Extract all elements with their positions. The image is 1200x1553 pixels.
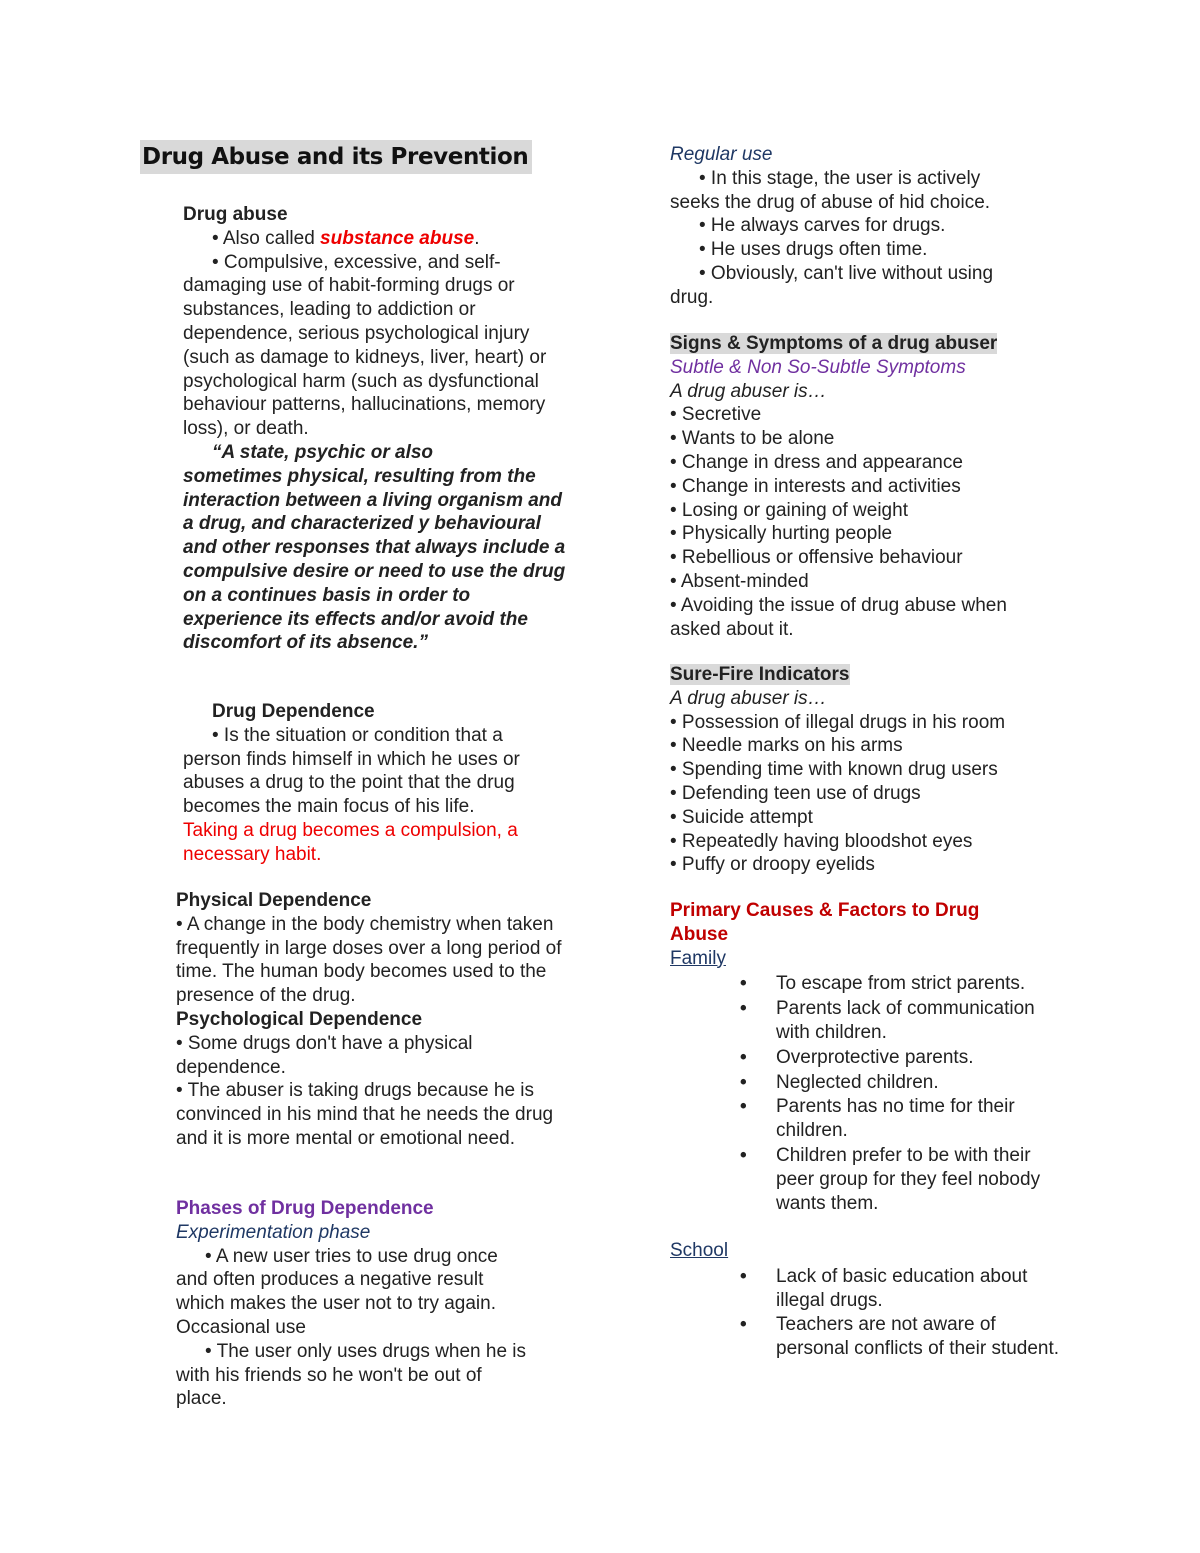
surefire-section [670, 663, 1070, 877]
drug-dependence-bullet-rest: person finds himself in which he uses or abuses a drug to the point that the drug becomes the main focus of his life. [183, 748, 520, 818]
drug-abuse-section [183, 203, 590, 655]
school-list [670, 1265, 1070, 1361]
physical-dependence-heading: Physical Dependence [176, 890, 372, 911]
occasional-bullet-first: • The user only uses drugs when he is [205, 1340, 527, 1362]
bullet-text: • Also called [212, 227, 321, 249]
regular-bullet-4-first: • Obviously, can't live without using [699, 262, 994, 284]
drug-abuse-bullet-2-first: • Compulsive, excessive, and self- [212, 251, 501, 273]
bullet-end: . [474, 227, 480, 249]
signs-subheading: Subtle & Non So-Subtle Symptoms [670, 356, 966, 378]
surefire-item: • Puffy or droopy eyelids [670, 854, 875, 876]
signs-item: • Avoiding the issue of drug abuse when asked about it. [670, 594, 1007, 640]
occasional-bullet-rest: with his friends so he won't be out of place. [176, 1364, 482, 1410]
definition-quote-first: “A state, psychic or also [212, 441, 434, 463]
physical-dependence-section [176, 889, 590, 1151]
school-section [670, 1239, 1070, 1361]
signs-item: • Absent-minded [670, 570, 809, 592]
surefire-item: • Repeatedly having bloodshot eyes [670, 830, 973, 852]
regular-bullet-1-first: • In this stage, the user is actively [699, 167, 981, 189]
signs-item: • Physically hurting people [670, 523, 893, 545]
surefire-item: • Needle marks on his arms [670, 735, 903, 757]
phases-heading: Phases of Drug Dependence [176, 1198, 434, 1219]
page-title-block [140, 140, 580, 174]
occasional-use-label: Occasional use [176, 1316, 306, 1338]
drug-dependence-bullet-first: • Is the situation or condition that a [212, 724, 503, 746]
signs-item: • Change in interests and activities [670, 475, 961, 497]
definition-quote-rest: sometimes physical, resulting from the interaction between a living organism and a drug, and characterized y behavioural and other responses that always include a compulsive desire or need to use the drug on a continues basis in order to experience its effects and/or avoid the discomfort of its absence.” [183, 465, 566, 654]
regular-use-section [670, 143, 1070, 310]
signs-heading: Signs & Symptoms of a drug abuser [670, 333, 998, 354]
drug-dependence-note: Taking a drug becomes a compulsion, a necessary habit. [183, 819, 518, 865]
regular-bullet-2: • He always carves for drugs. [699, 215, 946, 237]
list-item: • Children prefer to be with their peer group for they feel nobody wants them. [670, 1144, 1070, 1215]
signs-section [670, 332, 1070, 641]
list-item: • Overprotective parents. [670, 1046, 1070, 1070]
phases-section [176, 1197, 590, 1411]
psychological-bullet-2: • The abuser is taking drugs because he is convinced in his mind that he needs the drug and it is more mental or emotional need. [176, 1080, 554, 1149]
drug-abuse-heading: Drug abuse [183, 204, 288, 225]
experimentation-bullet-first: • A new user tries to use drug once [205, 1245, 498, 1267]
family-list [670, 972, 1070, 1215]
causes-section [670, 899, 1070, 1215]
causes-heading-line-1: Primary Causes & Factors to Drug [670, 900, 980, 921]
list-item: • To escape from strict parents. [670, 972, 1070, 996]
list-item: • Parents lack of communication with children. [670, 997, 1070, 1045]
substance-abuse-term: substance abuse [320, 227, 475, 249]
list-item: • Teachers are not aware of personal conflicts of their student. [670, 1313, 1070, 1361]
school-link[interactable]: School [670, 1240, 729, 1261]
page-title: Drug Abuse and its Prevention [140, 140, 532, 174]
surefire-heading: Sure-Fire Indicators [670, 664, 850, 685]
surefire-lead: A drug abuser is… [670, 687, 827, 709]
list-item: • Neglected children. [670, 1071, 1070, 1095]
regular-bullet-1-rest: seeks the drug of abuse of hid choice. [670, 191, 991, 213]
causes-heading-line-2: Abuse [670, 923, 729, 945]
drug-abuse-bullet-2-rest: damaging use of habit-forming drugs or substances, leading to addiction or dependence, serious psychological injury (such as damage to kidneys, liver, heart) or psychological harm (such as dysfunctional behaviour patterns, hallucinations, memory loss), or death. [183, 275, 547, 440]
signs-item: • Wants to be alone [670, 428, 835, 450]
regular-use-label: Regular use [670, 144, 773, 165]
list-item: • Parents has no time for their children. [670, 1095, 1070, 1143]
regular-bullet-4-rest: drug. [670, 286, 714, 308]
signs-item: • Secretive [670, 404, 762, 426]
drug-abuse-bullet-1 [183, 227, 590, 251]
psychological-dependence-heading: Psychological Dependence [176, 1008, 423, 1030]
physical-dependence-text: • A change in the body chemistry when taken frequently in large doses over a long period of time. The human body becomes used to the presence of the drug. [176, 913, 562, 1007]
drug-dependence-heading: Drug Dependence [212, 701, 375, 722]
experimentation-phase-label: Experimentation phase [176, 1221, 371, 1243]
surefire-item: • Possession of illegal drugs in his room [670, 711, 1006, 733]
regular-bullet-3: • He uses drugs often time. [699, 239, 928, 261]
family-link[interactable]: Family [670, 947, 726, 969]
signs-item: • Rebellious or offensive behaviour [670, 547, 963, 569]
surefire-item: • Suicide attempt [670, 806, 813, 828]
signs-item: • Change in dress and appearance [670, 451, 963, 473]
experimentation-bullet-rest: and often produces a negative result which makes the user not to try again. [176, 1269, 496, 1315]
list-item: • Lack of basic education about illegal drugs. [670, 1265, 1070, 1313]
psychological-bullet-1: • Some drugs don't have a physical dependence. [176, 1032, 473, 1078]
surefire-item: • Spending time with known drug users [670, 759, 998, 781]
signs-lead: A drug abuser is… [670, 380, 827, 402]
signs-item: • Losing or gaining of weight [670, 499, 908, 521]
drug-dependence-section [183, 700, 590, 867]
surefire-item: • Defending teen use of drugs [670, 782, 921, 804]
